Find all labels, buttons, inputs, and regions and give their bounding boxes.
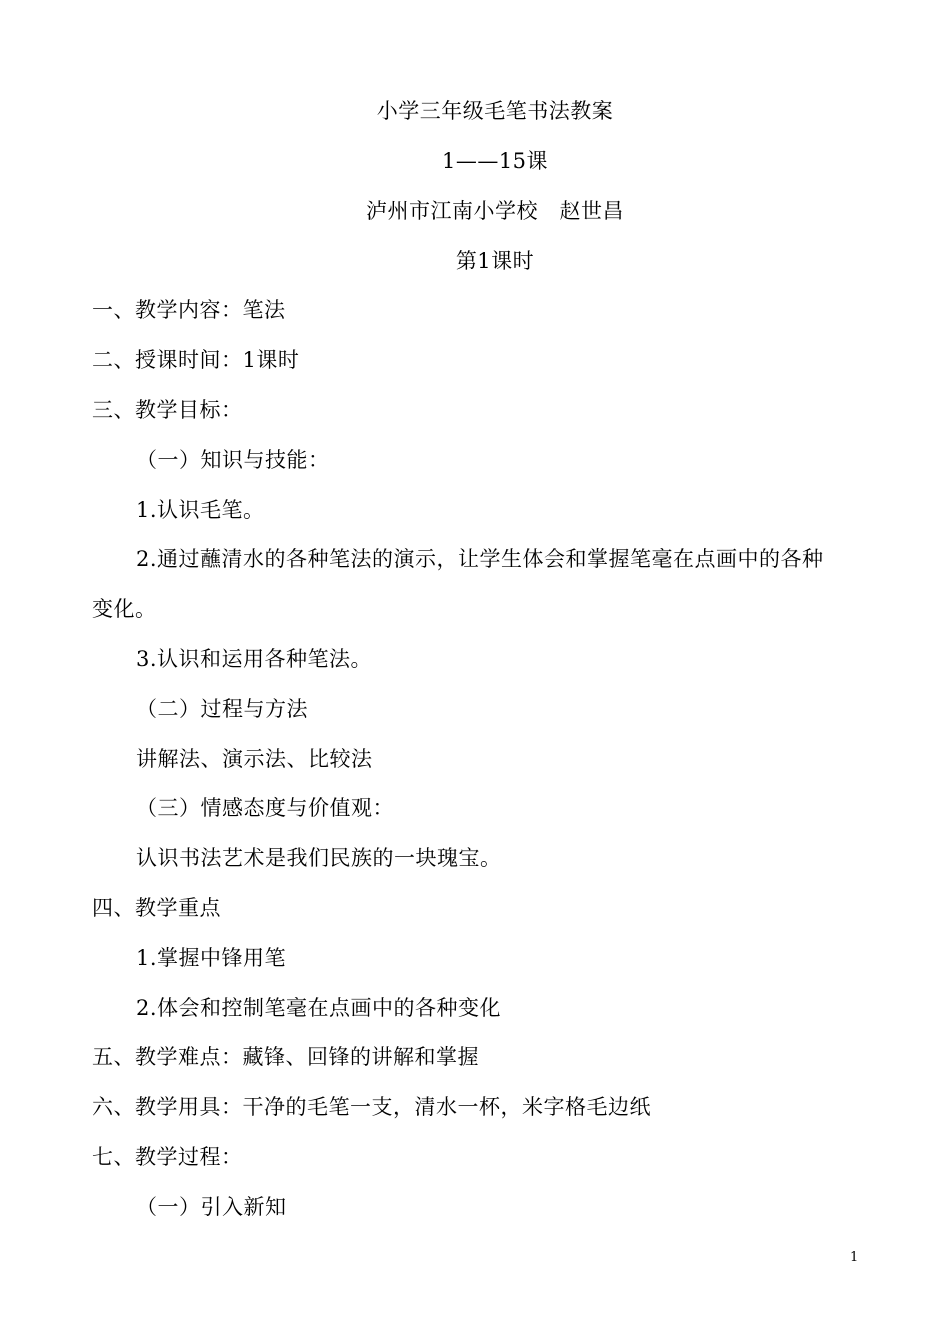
key-point-2: 2.体会和控制笔毫在点画中的各种变化 <box>136 996 502 1020</box>
goal-knowledge-item-2-continued: 变化。 <box>92 597 157 621</box>
session-heading: 第1课时 <box>455 249 535 273</box>
goal-emotion-heading: （三）情感态度与价值观： <box>136 796 394 820</box>
key-points-heading: 四、教学重点 <box>92 896 221 920</box>
difficulty-line: 五、教学难点：藏锋、回锋的讲解和掌握 <box>92 1045 479 1069</box>
document-title: 小学三年级毛笔书法教案 <box>376 99 614 123</box>
goal-knowledge-heading: （一）知识与技能： <box>136 448 330 472</box>
goal-emotion-text: 认识书法艺术是我们民族的一块瑰宝。 <box>136 846 502 870</box>
author-line: 泸州市江南小学校 赵世昌 <box>366 199 624 223</box>
goal-knowledge-item-2: 2.通过蘸清水的各种笔法的演示，让学生体会和掌握笔毫在点画中的各种 <box>136 547 824 571</box>
goal-knowledge-item-1: 1.认识毛笔。 <box>136 498 265 522</box>
goals-heading: 三、教学目标： <box>92 398 243 422</box>
goal-knowledge-item-3: 3.认识和运用各种笔法。 <box>136 647 373 671</box>
teaching-tools: 六、教学用具：干净的毛笔一支，清水一杯，米字格毛边纸 <box>92 1095 651 1119</box>
key-point-1: 1.掌握中锋用笔 <box>136 946 287 970</box>
page-number: 1 <box>850 1250 859 1265</box>
goal-process-heading: （二）过程与方法 <box>136 697 308 721</box>
process-step-1: （一）引入新知 <box>136 1195 287 1219</box>
process-heading: 七、教学过程： <box>92 1145 243 1169</box>
lesson-range: 1——15课 <box>441 149 549 173</box>
goal-process-text: 讲解法、演示法、比较法 <box>136 747 373 771</box>
teaching-content: 一、教学内容：笔法 <box>92 298 286 322</box>
teaching-time: 二、授课时间：1课时 <box>92 348 300 372</box>
